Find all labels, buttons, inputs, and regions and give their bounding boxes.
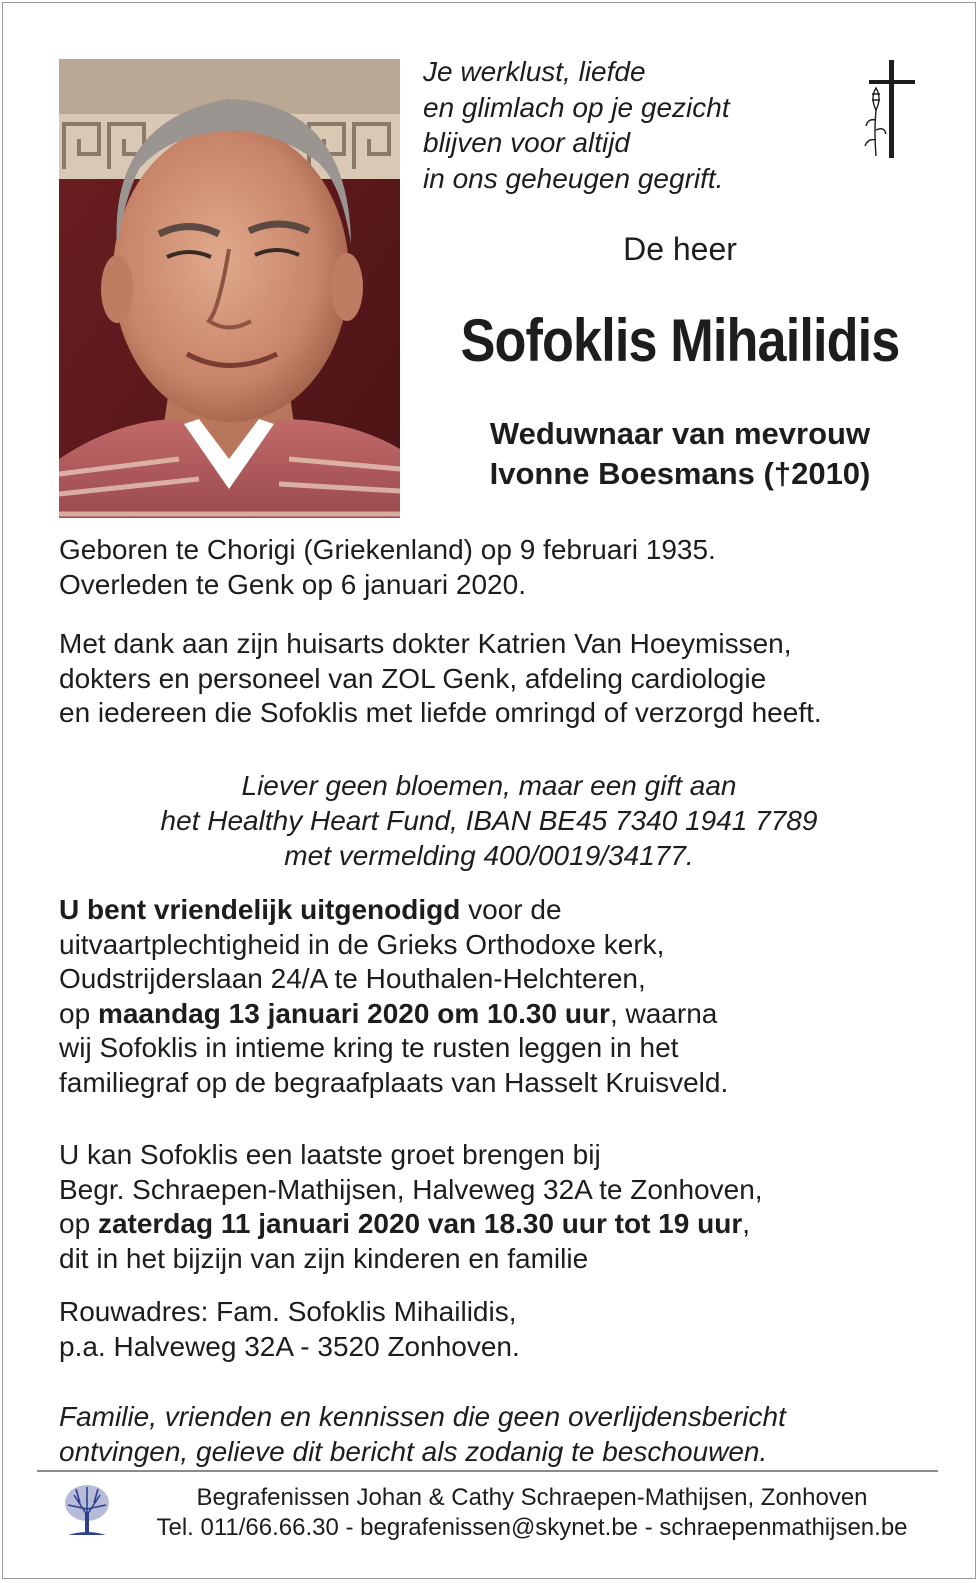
farewell-text: op <box>59 1208 98 1240</box>
mourning-address <box>59 1295 520 1364</box>
donation-line: Liever geen bloemen, maar een gift aan <box>241 770 737 801</box>
cross-icon <box>862 60 922 160</box>
donation-line: met vermelding 400/0019/34177. <box>284 840 694 871</box>
funeral-datetime: maandag 13 januari 2020 om 10.30 uur <box>97 997 610 1029</box>
invitation-line: uitvaartplechtigheid in de Grieks Orthodoxe kerk, <box>59 928 665 960</box>
farewell-line: dit in het bijzijn van zijn kinderen en familie <box>59 1242 589 1274</box>
poem-line: blijven voor altijd <box>423 127 630 158</box>
invitation-bold: U bent vriendelijk uitgenodigd <box>59 894 461 925</box>
invitation-line <box>59 997 728 1032</box>
donation-paragraph <box>59 768 919 873</box>
invitation-text: voor de <box>460 894 562 925</box>
tree-logo-icon <box>62 1483 112 1537</box>
invitation-line: Oudstrijderslaan 24/A te Houthalen-Helchteren, <box>59 963 646 995</box>
poem-line: Je werklust, liefde <box>423 56 646 87</box>
portrait-photo <box>59 59 400 518</box>
closing-note <box>59 1400 786 1469</box>
invitation-paragraph <box>59 893 728 1101</box>
footer-line: Tel. 011/66.66.30 - begrafenissen@skynet.be - schraepenmathijsen.be <box>156 1514 908 1541</box>
deceased-name: Sofoklis Mihailidis <box>460 307 900 374</box>
poem-line: en glimlach op je gezicht <box>423 91 730 123</box>
widower-notice <box>420 414 940 494</box>
poem <box>423 54 730 196</box>
funeral-home-footer <box>126 1483 938 1543</box>
donation-line: het Healthy Heart Fund, IBAN BE45 7340 1941 7789 <box>160 805 818 836</box>
farewell-line: U kan Sofoklis een laatste groet brengen bij <box>59 1139 601 1170</box>
salutation: De heer <box>623 231 737 267</box>
poem-line: in ons geheugen gegrift. <box>423 162 724 194</box>
thanks-line: dokters en personeel van ZOL Genk, afdeling cardiologie <box>59 662 767 694</box>
invitation-line <box>59 893 728 928</box>
closing-line: Familie, vrienden en kennissen die geen overlijdensbericht <box>59 1401 786 1432</box>
thanks-line: en iedereen die Sofoklis met liefde omringd of verzorgd heeft. <box>59 697 822 729</box>
visitation-datetime: zaterdag 11 januari 2020 van 18.30 uur tot 19 uur <box>97 1208 743 1240</box>
thanks-paragraph <box>59 627 822 731</box>
invitation-line: familiegraf op de begraafplaats van Hasselt Kruisveld. <box>59 1066 729 1098</box>
widower-line: Ivonne Boesmans (†2010) <box>489 456 871 491</box>
invitation-text: op <box>59 997 98 1029</box>
footer-divider <box>37 1470 938 1472</box>
farewell-line <box>59 1207 763 1242</box>
farewell-text: , <box>742 1208 750 1240</box>
life-dates <box>59 533 716 602</box>
birth-line: Geboren te Chorigi (Griekenland) op 9 februari 1935. <box>59 534 716 565</box>
closing-line: ontvingen, gelieve dit bericht als zodanig te beschouwen. <box>59 1435 768 1467</box>
address-line: Rouwadres: Fam. Sofoklis Mihailidis, <box>59 1296 517 1327</box>
invitation-line: wij Sofoklis in intieme kring te rusten leggen in het <box>59 1032 679 1064</box>
thanks-line: Met dank aan zijn huisarts dokter Katrien Van Hoeymissen, <box>59 628 792 659</box>
footer-line: Begrafenissen Johan & Cathy Schraepen-Mathijsen, Zonhoven <box>196 1484 868 1511</box>
address-line: p.a. Halveweg 32A - 3520 Zonhoven. <box>59 1330 520 1362</box>
widower-line: Weduwnaar van mevrouw <box>489 416 871 451</box>
farewell-line: Begr. Schraepen-Mathijsen, Halveweg 32A te Zonhoven, <box>59 1173 763 1205</box>
invitation-text: , waarna <box>609 997 718 1029</box>
death-line: Overleden te Genk op 6 januari 2020. <box>59 568 526 600</box>
farewell-paragraph <box>59 1138 763 1276</box>
